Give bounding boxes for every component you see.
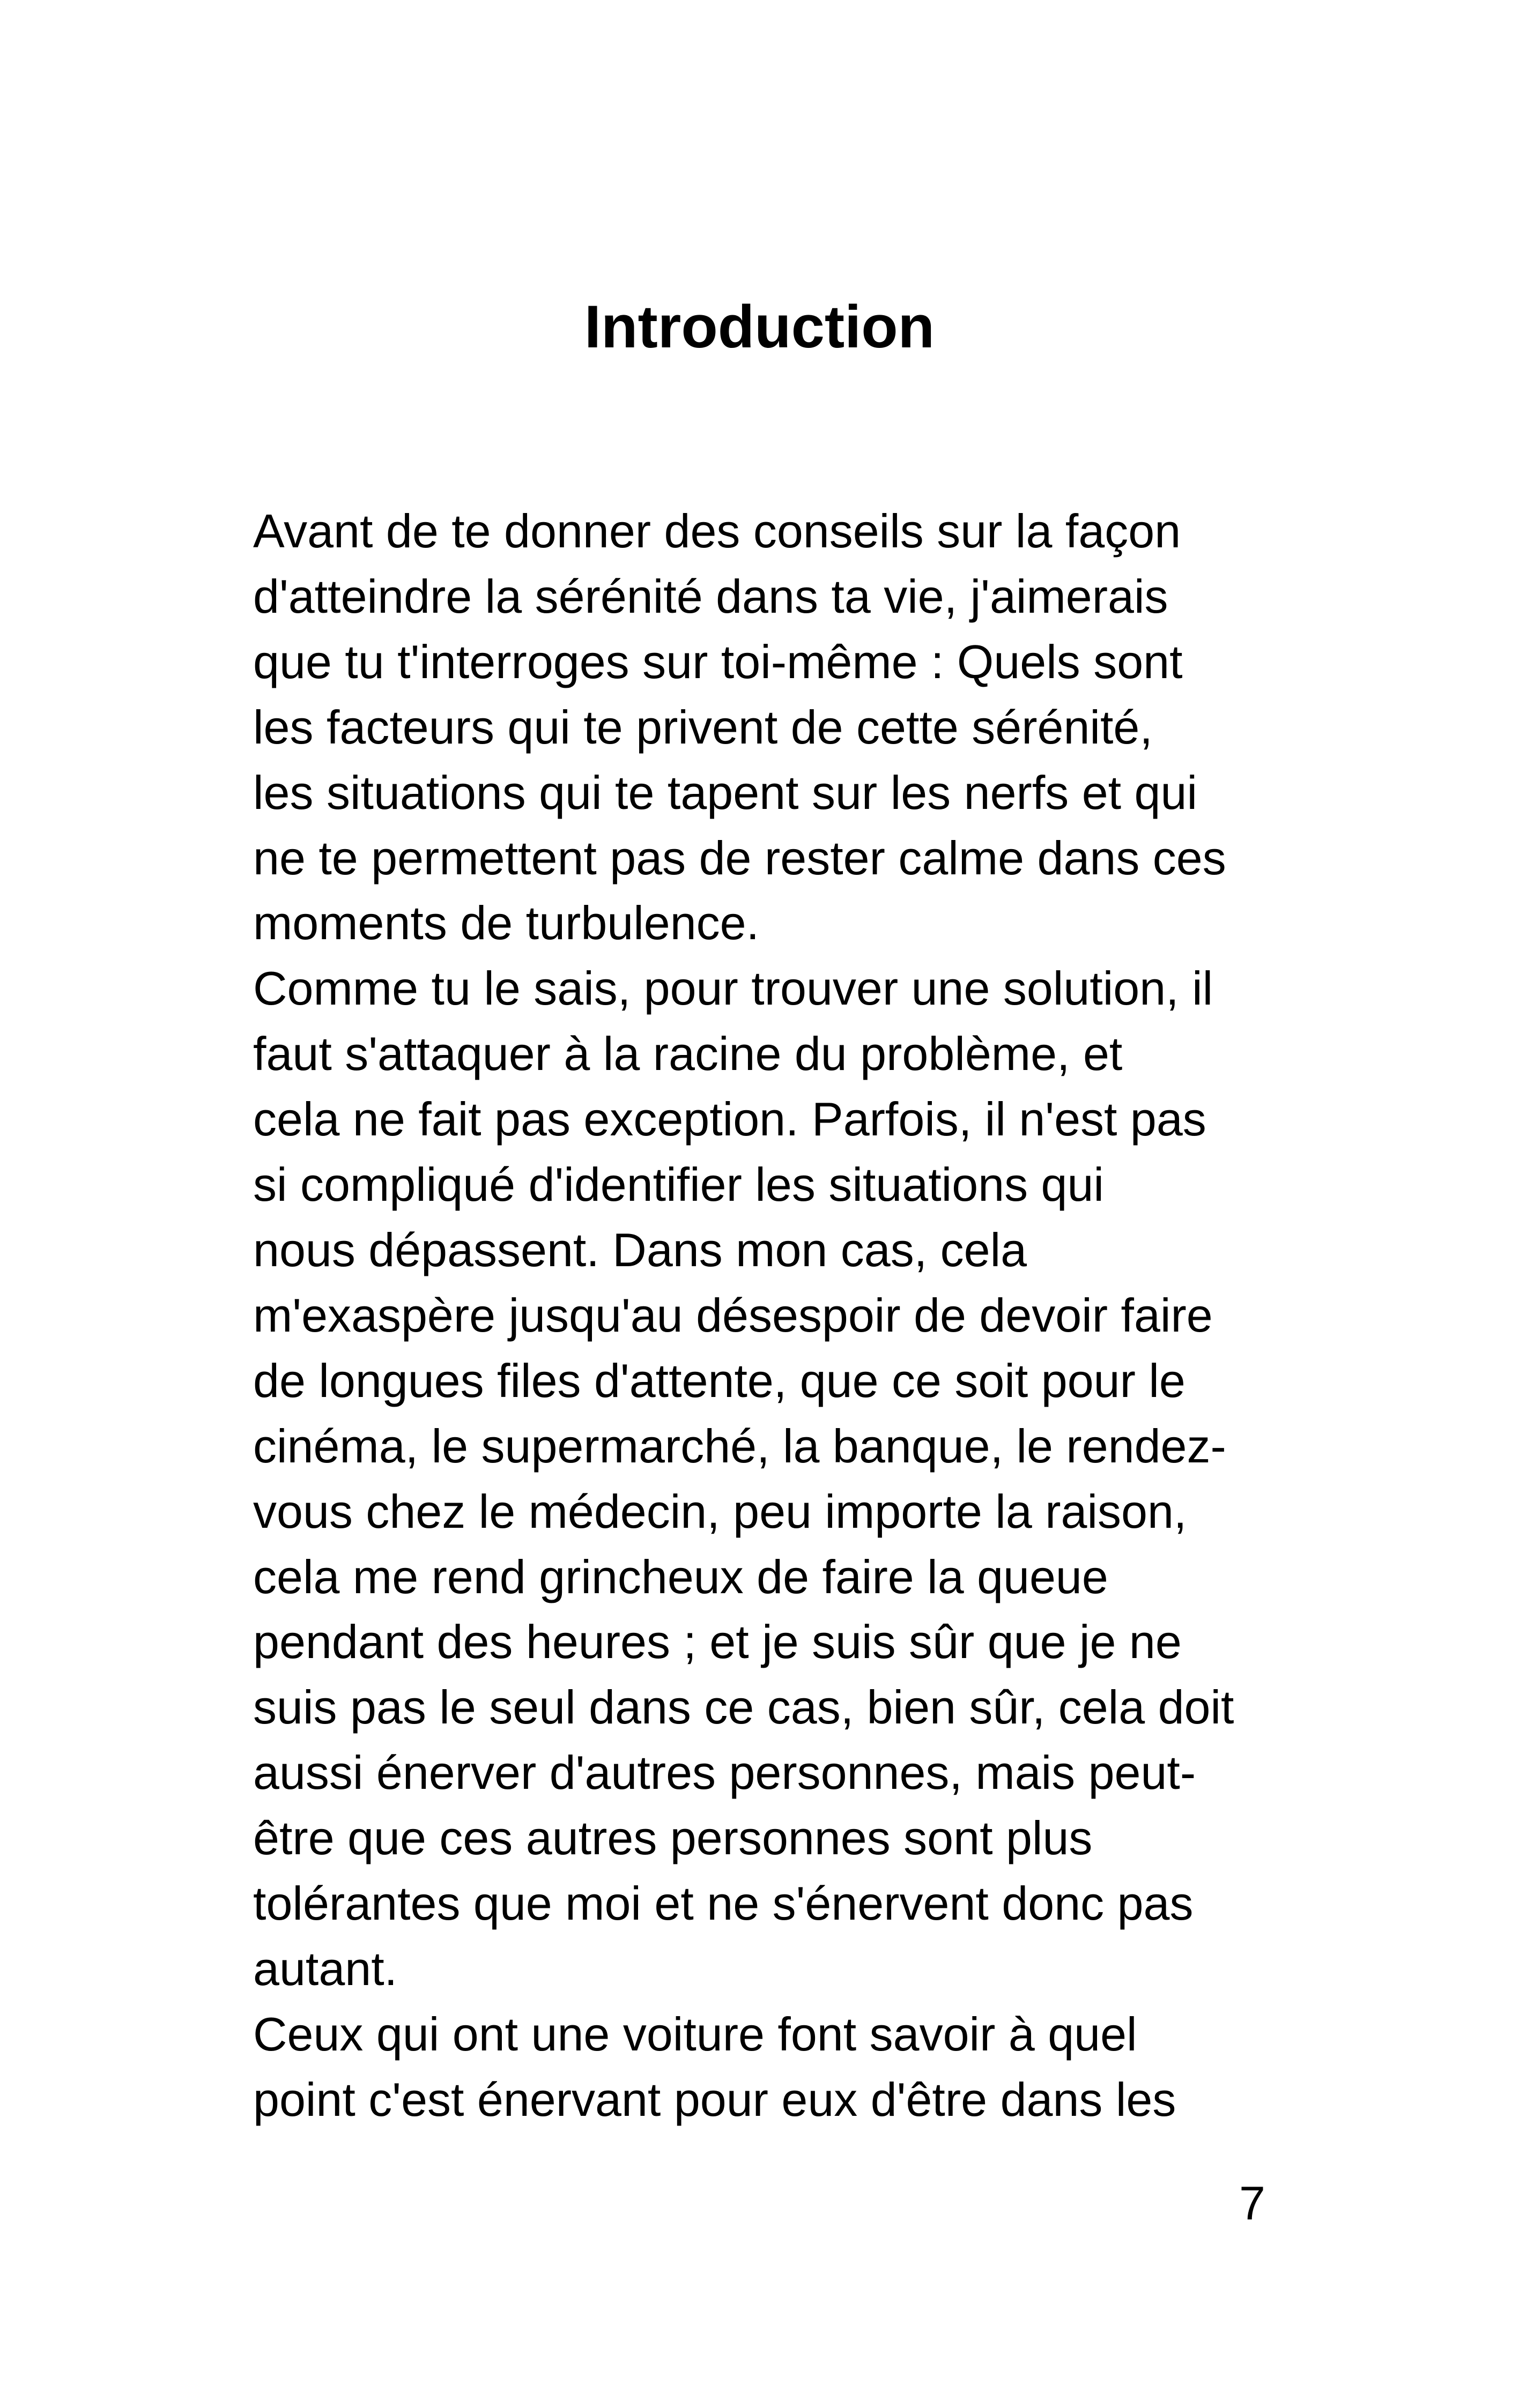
text-line: moments de turbulence. <box>253 896 760 950</box>
text-line: vous chez le médecin, peu importe la raison, <box>253 1484 1187 1538</box>
text-line: pendant des heures ; et je suis sûr que je ne <box>253 1615 1182 1669</box>
text-line: les situations qui te tapent sur les nerfs et qui <box>253 765 1197 819</box>
text-line: cela me rend grincheux de faire la queue <box>253 1550 1108 1603</box>
text-line: Comme tu le sais, pour trouver une solution, il <box>253 962 1213 1015</box>
text-line: les facteurs qui te privent de cette sérénité, <box>253 700 1153 754</box>
text-line: m'exaspère jusqu'au désespoir de devoir faire <box>253 1288 1213 1342</box>
text-line: si compliqué d'identifier les situations qui <box>253 1158 1104 1212</box>
text-line: que tu t'interroges sur toi-même : Quels sont <box>253 635 1183 688</box>
text-line: faut s'attaquer à la racine du problème, et <box>253 1027 1123 1081</box>
text-line: nous dépassent. Dans mon cas, cela <box>253 1223 1027 1276</box>
text-line: autant. <box>253 1942 398 1995</box>
chapter-title: Introduction <box>584 293 935 360</box>
text-line: aussi énerver d'autres personnes, mais peut- <box>253 1746 1196 1800</box>
text-line: cinéma, le supermarché, la banque, le rendez- <box>253 1419 1226 1473</box>
body-text <box>253 499 1293 2132</box>
text-line: ne te permettent pas de rester calme dans ces <box>253 831 1226 885</box>
text-line: cela ne fait pas exception. Parfois, il n'est pas <box>253 1092 1206 1146</box>
text-line: tolérantes que moi et ne s'énervent donc pas <box>253 1877 1194 1930</box>
text-line: point c'est énervant pour eux d'être dans les <box>253 2072 1176 2126</box>
text-line: d'atteindre la sérénité dans ta vie, j'aimerais <box>253 569 1168 623</box>
page-number: 7 <box>1239 2176 1265 2229</box>
text-line: de longues files d'attente, que ce soit pour le <box>253 1354 1185 1407</box>
text-line: Avant de te donner des conseils sur la façon <box>253 504 1181 558</box>
text-line: être que ces autres personnes sont plus <box>253 1811 1093 1865</box>
text-line: Ceux qui ont une voiture font savoir à quel <box>253 2007 1137 2061</box>
text-line: suis pas le seul dans ce cas, bien sûr, cela doit <box>253 1681 1234 1734</box>
